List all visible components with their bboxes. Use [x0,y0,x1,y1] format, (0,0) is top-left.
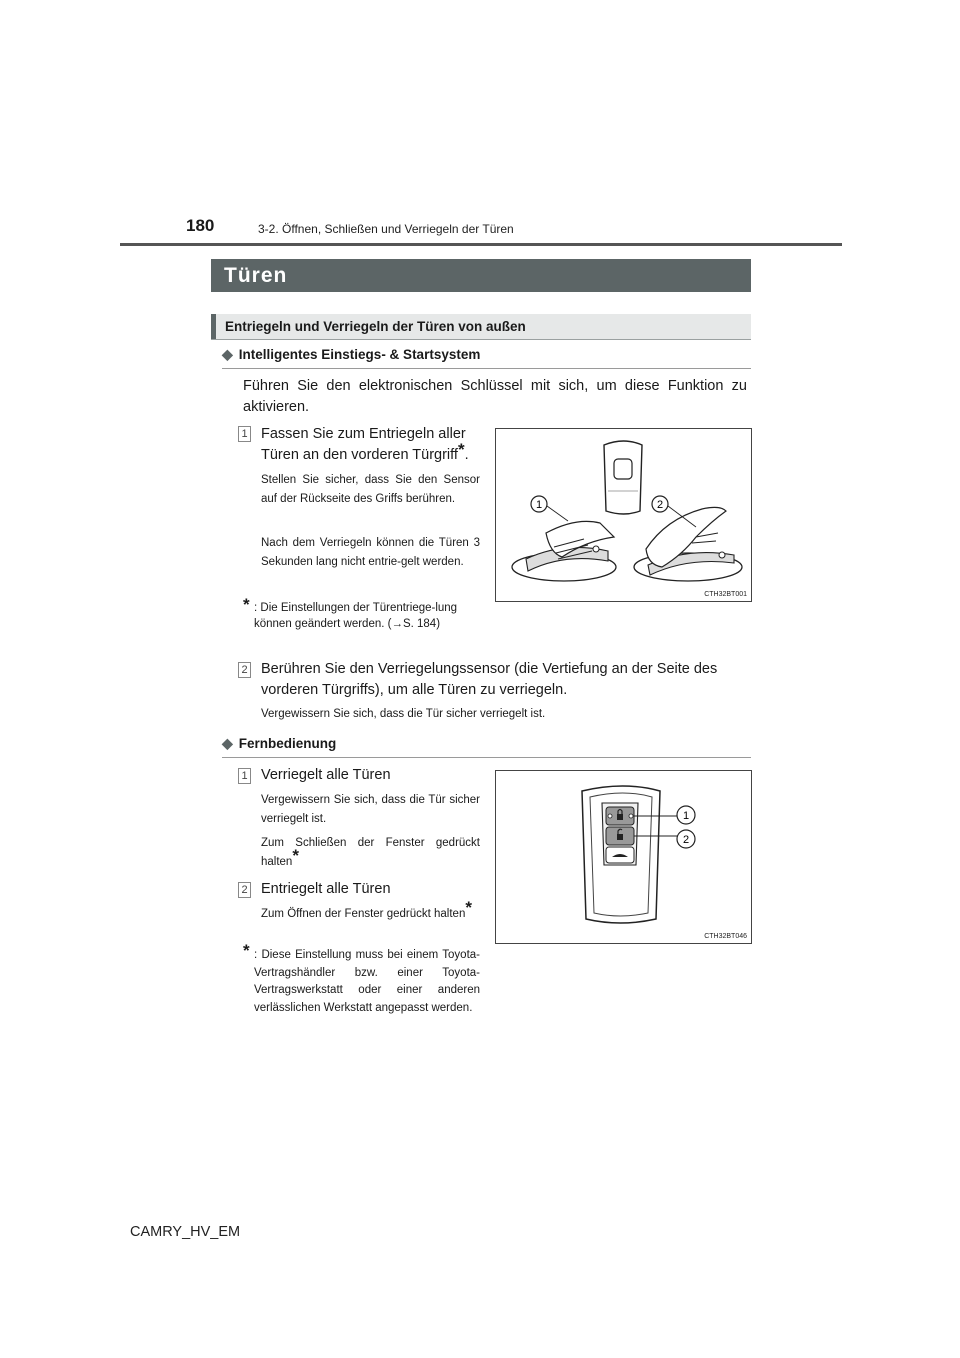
figure-door-handle [495,428,752,602]
footnote-star: * [465,897,472,917]
section1-step2-note: Vergewissern Sie sich, dass die Tür sicher verriegelt ist. [261,708,546,720]
section2-heading [222,735,751,758]
section1-step2-text: Berühren Sie den Verriegelungssensor (die Vertiefung an der Seite des vorderen Türgriffs), um alle Türen zu verriegeln. [261,661,718,698]
section1-step1-main: Fassen Sie zum Entriegeln aller Türen an den vorderen Türgriff [261,426,466,463]
diamond-icon: ◆ [222,346,233,362]
section1-step1-note2: Nach dem Verriegeln können die Türen 3 Sekunden lang nicht entrie-gelt werden. [261,537,480,568]
figure-code: CTH32BT001 [704,591,747,598]
figure-remote-key [495,770,752,944]
footnote-star: * [292,845,299,865]
remote-key-illustration [496,771,751,943]
step-number-badge: 2 [238,882,251,898]
figure-code: CTH32BT046 [704,933,747,940]
section1-intro: Führen Sie den elektronischen Schlüssel mit sich, um diese Funktion zu aktivieren. [243,378,747,415]
section2-step1-note2: Zum Schließen der Fenster gedrückt halten [261,837,480,868]
footnote-star: * [243,595,250,614]
section2-step2-note-block [261,897,480,924]
section2-step1-note1: Vergewissern Sie sich, dass die Tür sicher verriegelt ist. [261,794,480,825]
subheading-accent [211,314,216,339]
section2-step1-text: Verriegelt alle Türen [261,767,391,783]
callout-2: 2 [682,834,690,846]
section2-step2-text: Entriegelt alle Türen [261,881,391,897]
title-bar [211,259,751,292]
section1-step1-note1: Stellen Sie sicher, dass Sie den Sensor auf der Rückseite des Griffs berühren. [261,474,480,505]
section2-step2-note: Zum Öffnen der Fenster gedrückt halten [261,908,466,920]
header-rule [120,243,842,246]
section2-heading-text: Fernbedienung [238,736,337,751]
door-handle-right-icon [634,507,742,581]
footer-model-code: CAMRY_HV_EM [130,1224,241,1240]
section1-heading-text: Intelligentes Einstiegs- & Startsystem [238,347,481,362]
section1-heading [222,346,751,369]
footnote-star: * [457,439,465,459]
subheading-bar [211,314,751,340]
door-handle-left-icon [512,521,616,581]
page-number: 180 [186,216,215,235]
callout-2: 2 [656,499,664,511]
subheading: Entriegeln und Verriegeln der Türen von außen [225,319,526,334]
section2-step1-note2-block [261,834,480,872]
section1-step1-end: . [464,447,469,463]
step-number-badge: 1 [238,426,251,442]
callout-1: 1 [535,499,543,511]
callout-1: 1 [682,810,690,822]
page-title: Türen [224,264,288,287]
section1-step1-text [261,424,483,466]
running-header: 3-2. Öffnen, Schließen und Verriegeln der Türen [258,222,514,236]
door-handle-illustration [496,429,751,601]
diamond-icon: ◆ [222,735,233,751]
section2-footnote: : Diese Einstellung muss bei einem Toyota-Vertragshändler bzw. einer Toyota-Vertragswerkstatt oder einer anderen verlässlichen Werkstatt angepasst werden. [254,949,480,1014]
section1-footnote: : Die Einstellungen der Türentriege-lung können geändert werden. (→S. 184) [254,602,458,630]
footnote-star: * [243,941,250,960]
key-fob-icon [604,441,642,514]
step-number-badge: 1 [238,768,251,784]
smart-key-icon [582,786,660,923]
step-number-badge: 2 [238,662,251,678]
